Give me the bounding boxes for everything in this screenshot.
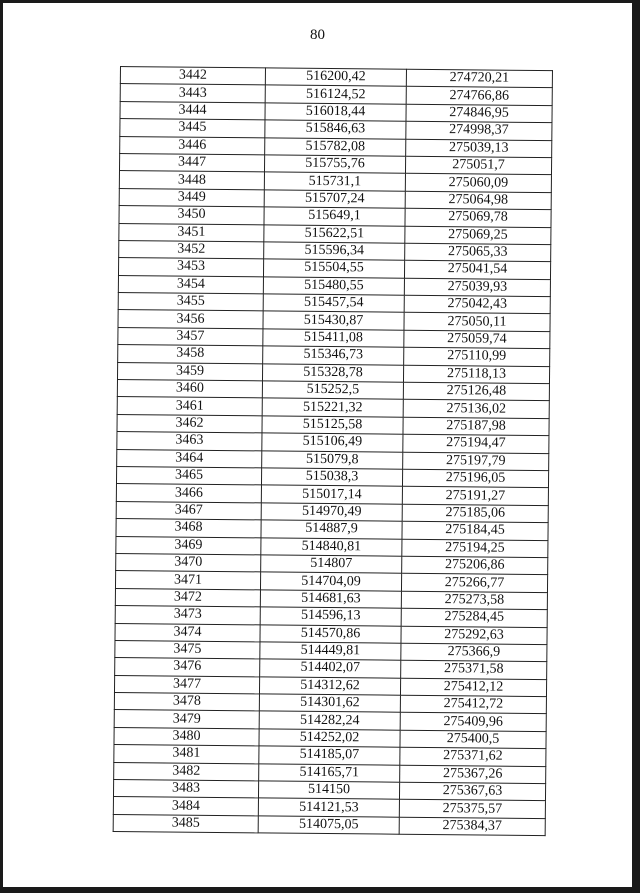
point-number-cell: 3484 xyxy=(113,797,258,816)
y-coordinate-cell: 274766,86 xyxy=(406,87,552,106)
x-coordinate-cell: 514596,13 xyxy=(260,607,401,626)
x-coordinate-cell: 515125,58 xyxy=(262,416,403,435)
x-coordinate-cell: 515755,76 xyxy=(264,155,405,174)
x-coordinate-cell: 515731,1 xyxy=(264,172,405,191)
point-number-cell: 3452 xyxy=(119,240,264,259)
point-number-cell: 3443 xyxy=(120,84,265,103)
x-coordinate-cell: 515846,63 xyxy=(265,120,406,139)
y-coordinate-cell: 274720,21 xyxy=(406,69,552,88)
x-coordinate-cell: 514165,71 xyxy=(259,763,400,782)
coordinates-table-wrapper xyxy=(113,66,552,836)
y-coordinate-cell: 275191,27 xyxy=(402,487,548,506)
y-coordinate-cell: 275284,45 xyxy=(401,608,547,627)
y-coordinate-cell: 275194,47 xyxy=(403,434,549,453)
x-coordinate-cell: 515622,51 xyxy=(264,224,405,243)
x-coordinate-cell: 515079,8 xyxy=(262,450,403,469)
x-coordinate-cell: 515221,32 xyxy=(262,398,403,417)
x-coordinate-cell: 514887,9 xyxy=(261,520,402,539)
y-coordinate-cell: 275126,48 xyxy=(403,382,549,401)
point-number-cell: 3454 xyxy=(118,275,263,294)
y-coordinate-cell: 275041,54 xyxy=(404,261,550,280)
point-number-cell: 3469 xyxy=(116,536,261,555)
point-number-cell: 3480 xyxy=(114,727,259,746)
y-coordinate-cell: 275196,05 xyxy=(402,469,548,488)
x-coordinate-cell: 515707,24 xyxy=(264,190,405,209)
point-number-cell: 3449 xyxy=(119,188,264,207)
x-coordinate-cell: 515480,55 xyxy=(263,277,404,296)
point-number-cell: 3479 xyxy=(114,710,259,729)
x-coordinate-cell: 515017,14 xyxy=(261,485,402,504)
y-coordinate-cell: 275051,7 xyxy=(405,156,551,175)
y-coordinate-cell: 275197,79 xyxy=(403,452,549,471)
point-number-cell: 3455 xyxy=(118,293,263,312)
y-coordinate-cell: 275184,45 xyxy=(402,521,548,540)
point-number-cell: 3461 xyxy=(117,397,262,416)
page-number: 80 xyxy=(310,27,325,43)
point-number-cell: 3470 xyxy=(116,553,261,572)
y-coordinate-cell: 275118,13 xyxy=(403,365,549,384)
point-number-cell: 3445 xyxy=(120,119,265,138)
point-number-cell: 3471 xyxy=(115,571,260,590)
y-coordinate-cell: 275292,63 xyxy=(401,626,547,645)
x-coordinate-cell: 514185,07 xyxy=(259,746,400,765)
point-number-cell: 3472 xyxy=(115,588,260,607)
y-coordinate-cell: 275050,11 xyxy=(404,313,550,332)
x-coordinate-cell: 516200,42 xyxy=(265,68,406,87)
x-coordinate-cell: 514681,63 xyxy=(260,590,401,609)
y-coordinate-cell: 274998,37 xyxy=(406,121,552,140)
point-number-cell: 3458 xyxy=(118,345,263,364)
x-coordinate-cell: 514312,62 xyxy=(259,677,400,696)
table-row xyxy=(113,814,545,836)
y-coordinate-cell: 275059,74 xyxy=(404,330,550,349)
point-number-cell: 3457 xyxy=(118,327,263,346)
x-coordinate-cell: 514075,05 xyxy=(258,816,399,835)
point-number-cell: 3483 xyxy=(113,779,258,798)
x-coordinate-cell: 514840,81 xyxy=(261,537,402,556)
point-number-cell: 3475 xyxy=(115,640,260,659)
x-coordinate-cell: 515346,73 xyxy=(263,346,404,365)
y-coordinate-cell: 275206,86 xyxy=(402,556,548,575)
coordinates-table xyxy=(113,66,553,836)
x-coordinate-cell: 514282,24 xyxy=(259,711,400,730)
point-number-cell: 3481 xyxy=(114,745,259,764)
y-coordinate-cell: 275412,72 xyxy=(400,695,546,714)
x-coordinate-cell: 515649,1 xyxy=(264,207,405,226)
y-coordinate-cell: 275194,25 xyxy=(402,539,548,558)
point-number-cell: 3456 xyxy=(118,310,263,329)
y-coordinate-cell: 275110,99 xyxy=(404,347,550,366)
x-coordinate-cell: 514252,02 xyxy=(259,729,400,748)
point-number-cell: 3478 xyxy=(114,693,259,712)
y-coordinate-cell: 275266,77 xyxy=(401,574,547,593)
x-coordinate-cell: 516124,52 xyxy=(265,85,406,104)
point-number-cell: 3463 xyxy=(117,432,262,451)
y-coordinate-cell: 275064,98 xyxy=(405,191,551,210)
point-number-cell: 3482 xyxy=(114,762,259,781)
x-coordinate-cell: 515038,3 xyxy=(261,468,402,487)
point-number-cell: 3447 xyxy=(119,153,264,172)
point-number-cell: 3477 xyxy=(114,675,259,694)
x-coordinate-cell: 515328,78 xyxy=(262,364,403,383)
point-number-cell: 3468 xyxy=(116,519,261,538)
x-coordinate-cell: 515411,08 xyxy=(263,329,404,348)
point-number-cell: 3466 xyxy=(116,484,261,503)
x-coordinate-cell: 515457,54 xyxy=(263,294,404,313)
x-coordinate-cell: 514402,07 xyxy=(260,659,401,678)
point-number-cell: 3446 xyxy=(120,136,265,155)
point-number-cell: 3473 xyxy=(115,606,260,625)
y-coordinate-cell: 275042,43 xyxy=(404,295,550,314)
y-coordinate-cell: 275371,62 xyxy=(400,747,546,766)
point-number-cell: 3448 xyxy=(119,171,264,190)
point-number-cell: 3450 xyxy=(119,206,264,225)
y-coordinate-cell: 275400,5 xyxy=(400,730,546,749)
point-number-cell: 3485 xyxy=(113,814,258,833)
coordinates-table-body xyxy=(113,67,552,836)
y-coordinate-cell: 275039,13 xyxy=(406,139,552,158)
x-coordinate-cell: 515504,55 xyxy=(263,259,404,278)
point-number-cell: 3451 xyxy=(119,223,264,242)
x-coordinate-cell: 514150 xyxy=(258,781,399,800)
y-coordinate-cell: 275060,09 xyxy=(405,174,551,193)
point-number-cell: 3460 xyxy=(117,380,262,399)
x-coordinate-cell: 514121,53 xyxy=(258,798,399,817)
y-coordinate-cell: 275366,9 xyxy=(401,643,547,662)
x-coordinate-cell: 514449,81 xyxy=(260,642,401,661)
y-coordinate-cell: 275136,02 xyxy=(403,400,549,419)
y-coordinate-cell: 275409,96 xyxy=(400,713,546,732)
point-number-cell: 3462 xyxy=(117,414,262,433)
y-coordinate-cell: 275367,26 xyxy=(400,765,546,784)
y-coordinate-cell: 275371,58 xyxy=(401,661,547,680)
point-number-cell: 3464 xyxy=(117,449,262,468)
y-coordinate-cell: 275412,12 xyxy=(400,678,546,697)
point-number-cell: 3476 xyxy=(115,658,260,677)
x-coordinate-cell: 514704,09 xyxy=(260,572,401,591)
point-number-cell: 3453 xyxy=(118,258,263,277)
x-coordinate-cell: 516018,44 xyxy=(265,103,406,122)
point-number-cell: 3442 xyxy=(120,67,265,86)
y-coordinate-cell: 275375,57 xyxy=(399,800,545,819)
x-coordinate-cell: 515782,08 xyxy=(265,137,406,156)
y-coordinate-cell: 275069,25 xyxy=(405,226,551,245)
point-number-cell: 3467 xyxy=(116,501,261,520)
x-coordinate-cell: 514301,62 xyxy=(259,694,400,713)
x-coordinate-cell: 514807 xyxy=(261,555,402,574)
x-coordinate-cell: 514970,49 xyxy=(261,503,402,522)
x-coordinate-cell: 515252,5 xyxy=(262,381,403,400)
y-coordinate-cell: 275069,78 xyxy=(405,208,551,227)
x-coordinate-cell: 514570,86 xyxy=(260,624,401,643)
y-coordinate-cell: 275367,63 xyxy=(399,782,545,801)
x-coordinate-cell: 515430,87 xyxy=(263,311,404,330)
y-coordinate-cell: 275039,93 xyxy=(404,278,550,297)
document-page xyxy=(3,3,632,887)
point-number-cell: 3465 xyxy=(116,466,261,485)
y-coordinate-cell: 275273,58 xyxy=(401,591,547,610)
point-number-cell: 3459 xyxy=(117,362,262,381)
y-coordinate-cell: 275187,98 xyxy=(403,417,549,436)
y-coordinate-cell: 274846,95 xyxy=(406,104,552,123)
y-coordinate-cell: 275065,33 xyxy=(405,243,551,262)
x-coordinate-cell: 515596,34 xyxy=(264,242,405,261)
point-number-cell: 3444 xyxy=(120,101,265,120)
x-coordinate-cell: 515106,49 xyxy=(262,433,403,452)
y-coordinate-cell: 275384,37 xyxy=(399,817,545,836)
point-number-cell: 3474 xyxy=(115,623,260,642)
y-coordinate-cell: 275185,06 xyxy=(402,504,548,523)
